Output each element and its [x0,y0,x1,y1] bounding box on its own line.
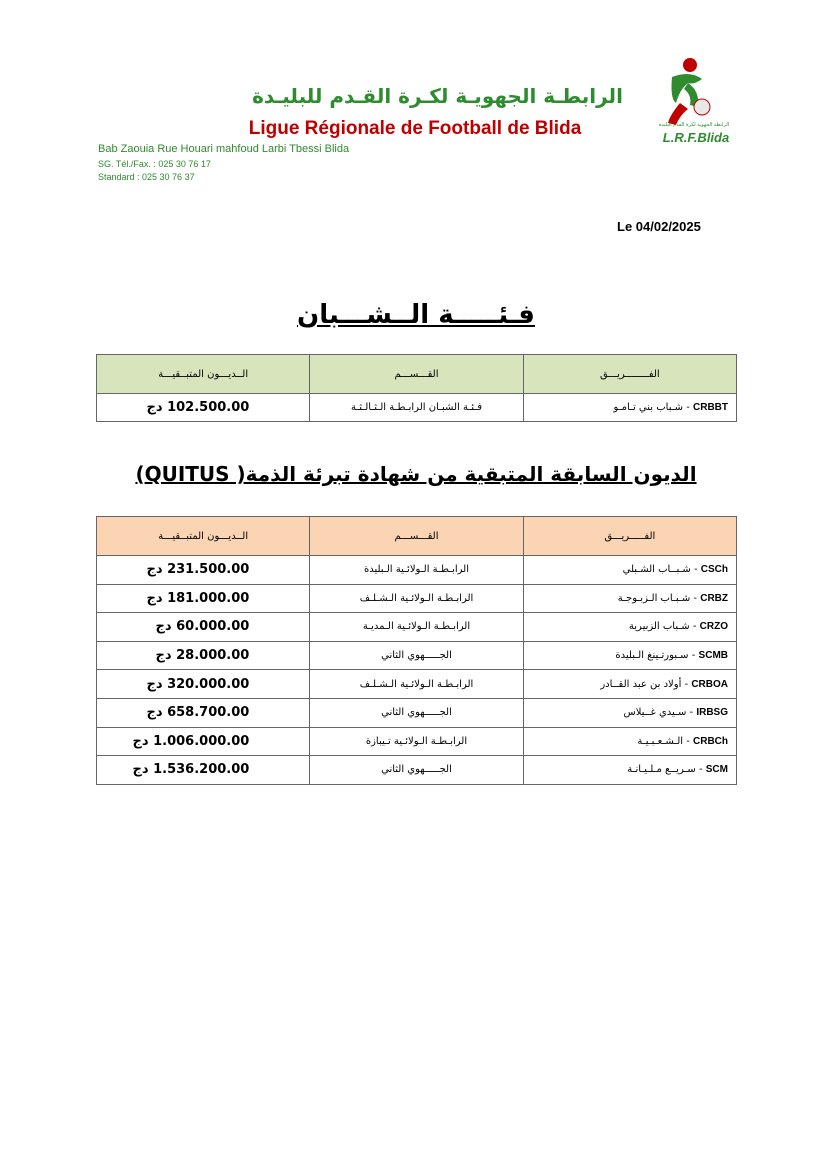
logo-text: L.R.F.Blida [662,130,730,145]
team-code: SCM [705,764,728,776]
team-cell: الـشـعـبـيـة - CRBCh [523,727,736,756]
division-cell: الرابـطـة الـولائـية الـمديـة [310,613,523,642]
division-cell: الجـــــهوي الثاني [310,641,523,670]
team-code: CRBBT [693,402,728,413]
debt-amount: 658.700.00 دج [97,698,310,727]
table-row [97,698,737,727]
team-name: شـبــاب الشـبلي [622,564,691,576]
team-name: سـيدي غــيلاس [623,707,687,719]
table-row [97,641,737,670]
team-code: IRBSG [696,707,728,719]
header-division: القـــســـم [310,517,523,556]
quitus-debts-table [96,516,737,785]
header-team: الفــــــــريـــق [523,355,736,394]
debt-amount: 102.500.00 دج [97,394,310,422]
header-debt: الــديـــون المتبــقيـــة [97,355,310,394]
table-row [97,613,737,642]
team-code: CRBZ [700,592,728,604]
team-cell: سـبورتـينغ الـبليدة - SCMB [523,641,736,670]
section1-title: فـئـــــة الــشـــبان [297,300,535,330]
team-cell: شـبـاب الـزبـوجـة - CRBZ [523,584,736,613]
team-cell: أولاد بن عبد القــادر - CRBOA [523,670,736,699]
table-row [97,394,737,422]
team-name: سـريــع مـلـيـانـة [627,764,696,776]
debt-amount: 60.000.00 دج [97,613,310,642]
youth-debts-table [96,354,737,422]
team-code: CRZO [699,621,728,633]
table-header-row [97,355,737,394]
section2-title: الديون السابقة المتبقية من شهادة تبرئة الذمة( QUITUS) [135,462,697,486]
header-team: الفـــــريـــق [523,517,736,556]
division-cell: الجـــــهوي الثاني [310,756,523,785]
team-code: SCMB [698,650,728,662]
division-cell: الرابـطـة الـولائـية الـبليدة [310,556,523,585]
debt-amount: 231.500.00 دج [97,556,310,585]
team-name: سـبورتـينغ الـبليدة [615,650,689,662]
league-address: Bab Zaouia Rue Houari mahfoud Larbi Tbessi Blida [98,143,350,155]
team-name: شـبـاب الـزبـوجـة [617,592,691,604]
table-row [97,556,737,585]
division-cell: الجـــــهوي الثاني [310,698,523,727]
debt-amount: 181.000.00 دج [97,584,310,613]
league-french-title: Ligue Régionale de Football de Blida [248,118,582,139]
league-arabic-title: الرابطـة الجهويـة لكـرة القـدم للبليـدة [252,84,623,108]
team-cell: شـباب الزبيرية - CRZO [523,613,736,642]
table-row [97,756,737,785]
league-standard-phone: Standard : 025 30 76 37 [98,172,195,182]
team-name: الـشـعـبـيـة [637,735,684,747]
logo-arabic-subtext: الرابطة الجهوية لكرة القدم البليدة [658,122,730,128]
header-division: القـــســـم [310,355,523,394]
team-cell: شـبــاب الشـبلي - CSCh [523,556,736,585]
table-row [97,584,737,613]
team-cell: سـيدي غــيلاس - IRBSG [523,698,736,727]
team-name: شـباب الزبيرية [628,621,690,633]
league-phone: SG. Tél./Fax. : 025 30 76 17 [98,159,211,169]
division-cell: الرابـطـة الـولائـية الـشـلـف [310,584,523,613]
team-cell: سـريــع مـلـيـانـة - SCM [523,756,736,785]
debt-amount: 1.536.200.00 دج [97,756,310,785]
document-date: Le 04/02/2025 [617,219,701,234]
table-header-row [97,517,737,556]
team-code: CRBOA [691,678,728,690]
debt-amount: 1.006.000.00 دج [97,727,310,756]
table-row [97,670,737,699]
division-cell: فـئـة الشبـان الرابـطـة الـثـالـثـة [310,394,523,422]
debt-amount: 28.000.00 دج [97,641,310,670]
team-name: أولاد بن عبد القــادر [600,678,682,690]
team-name: شـباب بني تـامـو [613,402,684,413]
team-code: CSCh [700,564,728,576]
table-row [97,727,737,756]
team-cell: شـباب بني تـامـو - CRBBT [523,394,736,422]
team-code: CRBCh [693,735,728,747]
division-cell: الرابـطـة الـولائـية تـيبازة [310,727,523,756]
header-debt: الــديـــون المتبــقيـــة [97,517,310,556]
debt-amount: 320.000.00 دج [97,670,310,699]
division-cell: الرابـطـة الـولائـية الـشـلـف [310,670,523,699]
